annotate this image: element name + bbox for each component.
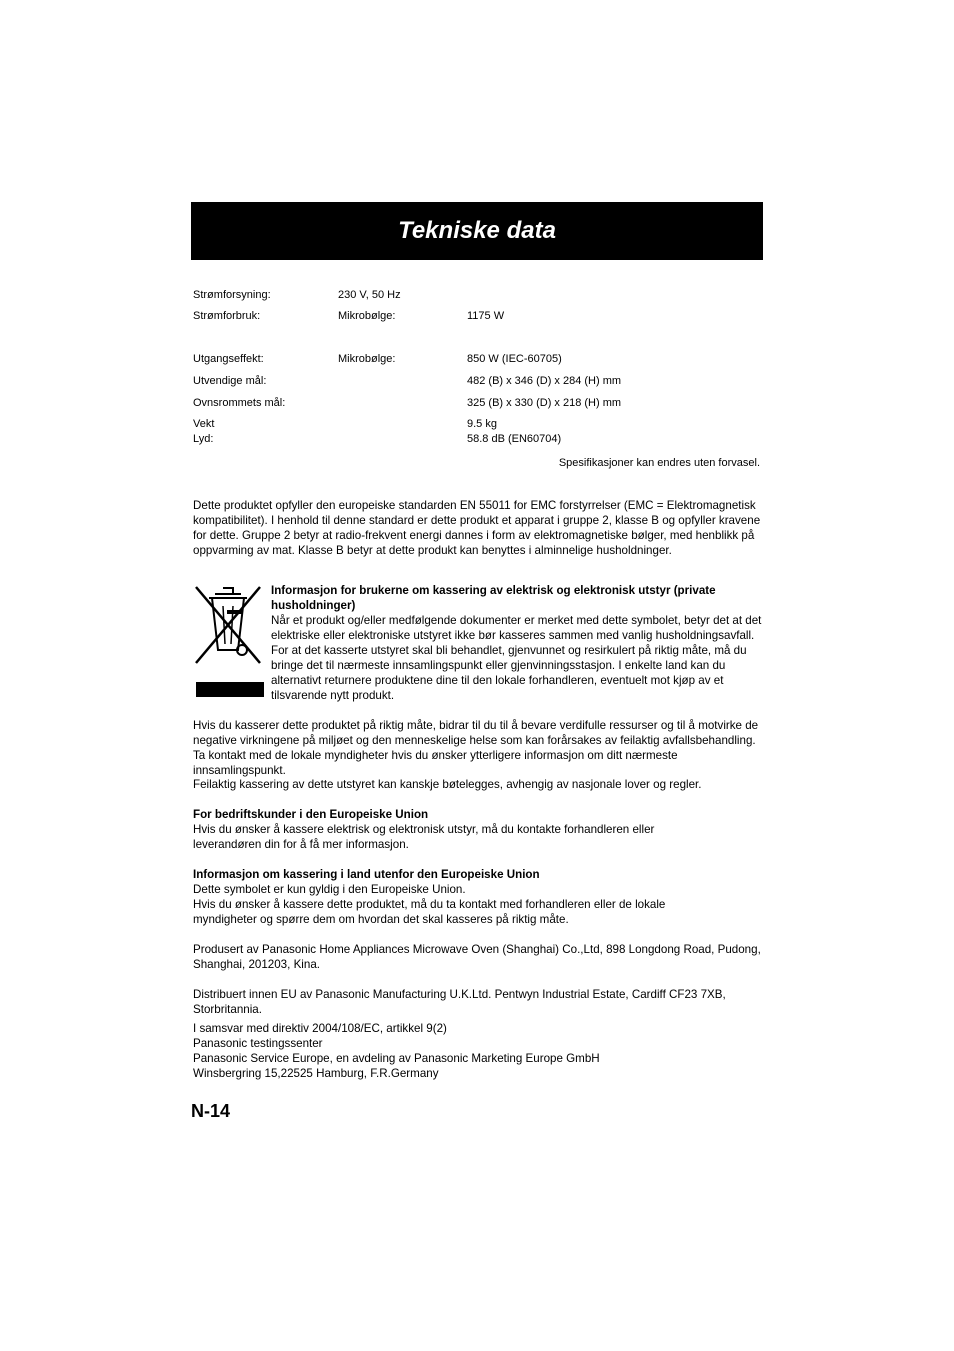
spec-label-power-consumption: Strømforbruk: — [193, 310, 261, 322]
compliance-line-3: Panasonic Service Europe, en avdeling av Panasonic Marketing Europe GmbH — [193, 1052, 600, 1065]
spec-value-weight: 9.5 kg — [467, 418, 497, 430]
weee-paragraph-1: Når et produkt og/eller medfølgende dokumenter er merket med dette symbolet, betyr det at det elektriske eller elektroniske utstyret ikke bør kasseres sammen med vanlig husholdningsavfall. — [271, 614, 762, 642]
page-title: Tekniske data — [398, 217, 556, 244]
spec-label-power-supply: Strømforsyning: — [193, 289, 271, 301]
compliance-line-1: I samsvar med direktiv 2004/108/EC, artikkel 9(2) — [193, 1022, 447, 1035]
page-number: N-14 — [191, 1101, 231, 1121]
spec-label-output: Utgangseffekt: — [193, 353, 264, 365]
spec-label-weight: Vekt — [193, 418, 215, 430]
spec-label-cavity-dimensions: Ovnsrommets mål: — [193, 397, 286, 409]
spec-value-sound: 58.8 dB (EN60704) — [467, 433, 562, 445]
weee-info-block — [271, 583, 763, 703]
manufacturer-info: Produsert av Panasonic Home Appliances Microwave Oven (Shanghai) Co.,Ltd, 898 Longdong Road, Pudong, Shanghai, 201203, Kina. — [193, 943, 761, 971]
spec-value-output: 850 W (IEC-60705) — [467, 353, 562, 365]
spec-value-power-supply: 230 V, 50 Hz — [338, 289, 401, 301]
compliance-line-4: Winsbergring 15,22525 Hamburg, F.R.Germany — [193, 1067, 439, 1080]
black-bar — [196, 682, 264, 697]
weee-paragraph-4: Feilaktig kassering av dette utstyret kan kanskje bøtelegges, avhengig av nasjonale lover og regler. — [193, 778, 702, 791]
business-text: Hvis du ønsker å kassere elektrisk og elektronisk utstyr, må du kontakte forhandleren eller leverandøren din for å få mer informasjon. — [193, 823, 655, 851]
spec-note: Spesifikasjoner kan endres uten forvasel. — [558, 457, 760, 469]
spec-label-outer-dimensions: Utvendige mål: — [193, 375, 267, 387]
spec-value-cavity-dimensions: 325 (B) x 330 (D) x 218 (H) mm — [467, 397, 622, 409]
spec-sub-power-consumption: Mikrobølge: — [338, 310, 396, 322]
compliance-line-2: Panasonic testingssenter — [193, 1037, 323, 1050]
outside-eu-paragraph-1: Dette symbolet er kun gyldig i den Europeiske Union. — [193, 883, 466, 896]
outside-eu-paragraph-2: Hvis du ønsker å kassere dette produktet, må du ta kontakt med forhandleren eller de lokale myndigheter og spørre dem om hvordan det skal kasseres på riktig måte. — [193, 898, 666, 926]
weee-paragraph-3: Hvis du kasserer dette produktet på riktig måte, bidrar til du til å bevare verdifulle ressurser og til å motvirke de negative virkningene på miljøet og den menneskelige helse som kan forårsakes av feilaktig avfallsbehandling. Ta kontakt med de lokale myndigheter hvis du ønsker ytterligere informasjon om ditt nærmeste innsamlingspunkt. — [193, 719, 759, 777]
spec-sub-output: Mikrobølge: — [338, 353, 396, 365]
weee-paragraph-2: For at det kasserte utstyret skal bli behandlet, gjenvunnet og resirkulert på riktig måte, må du bringe det til nærmeste innsamlingspunkt eller gjenvinningsstasjon. I enkelte land kan du alternativt returnere produktene dine til den lokale forhandleren, eventuelt mot kjøp av et tilsvarende nytt produkt. — [271, 644, 747, 702]
business-heading: For bedriftskunder i den Europeiske Union — [193, 808, 429, 821]
outside-eu-heading: Informasjon om kassering i land utenfor den Europeiske Union — [193, 868, 540, 881]
spec-value-outer-dimensions: 482 (B) x 346 (D) x 284 (H) mm — [467, 375, 622, 387]
crossed-bin-icon — [193, 584, 263, 666]
spec-value-power-consumption: 1175 W — [467, 310, 505, 322]
spec-label-sound: Lyd: — [193, 433, 214, 445]
distributor-info: Distribuert innen EU av Panasonic Manufacturing U.K.Ltd. Pentwyn Industrial Estate, Cardiff CF23 7XB, Storbritannia. — [193, 988, 726, 1016]
emc-paragraph: Dette produktet opfyller den europeiske standarden EN 55011 for EMC forstyrrelser (EMC = Elektromagnetisk kompatibilitet). I henhold til denne standard er dette produkt et apparat i gruppe 2, klasse B og opfyller kravene for dette. Gruppe 2 betyr at radio-frekvent energi dannes i form av elektromagnetiske bølger, med henblikk på oppvarming av mat. Klasse B betyr at dette produkt kan benyttes i alminnelige husholdninger. — [193, 499, 761, 557]
weee-heading: Informasjon for brukerne om kassering av elektrisk og elektronisk utstyr (private husholdninger) — [271, 584, 716, 612]
title-bar — [191, 202, 763, 260]
